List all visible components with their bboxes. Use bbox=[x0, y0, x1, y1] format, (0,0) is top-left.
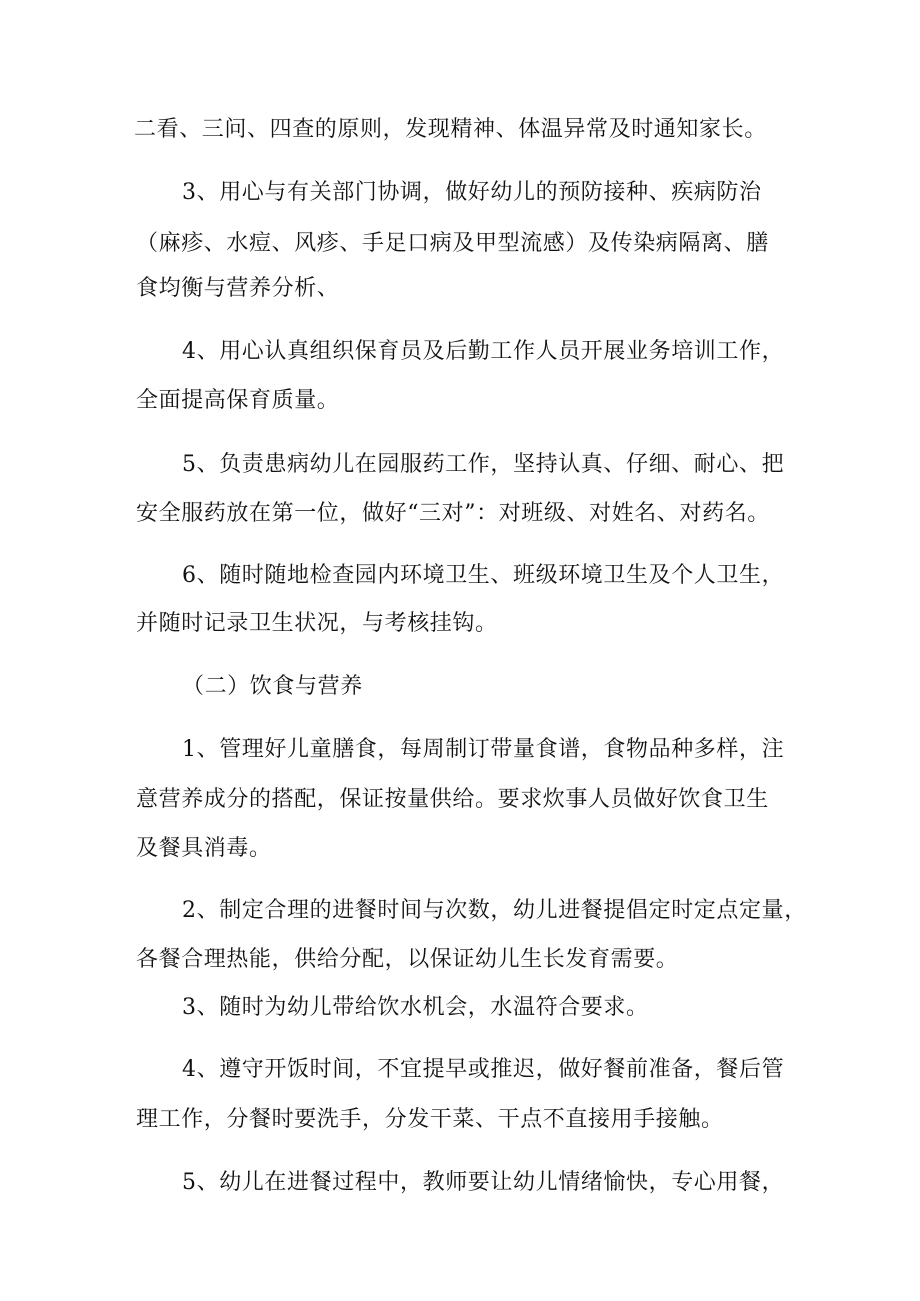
text-line: 1、管理好儿童膳食，每周制订带量食谱，食物品种多样，注 bbox=[182, 737, 785, 762]
text-line: 3、随时为幼儿带给饮水机会，水温符合要求。 bbox=[182, 995, 649, 1020]
section-heading: （二）饮食与营养 bbox=[182, 674, 363, 699]
text-line: 5、负责患病幼儿在园服药工作，坚持认真、仔细、耐心、把 bbox=[182, 452, 785, 477]
text-line: 各餐合理热能，供给分配，以保证幼儿生长发育需要。 bbox=[136, 947, 679, 972]
text-line: 3、用心与有关部门协调，做好幼儿的预防接种、疾病防治 bbox=[182, 180, 762, 205]
text-line: 4、遵守开饭时间，不宜提早或推迟，做好餐前准备，餐后管 bbox=[182, 1057, 785, 1082]
text-line: 全面提高保育质量。 bbox=[136, 388, 340, 413]
text-line: 6、随时随地检查园内环境卫生、班级环境卫生及个人卫生， bbox=[182, 563, 785, 588]
text-line: 理工作，分餐时要洗手，分发干菜、干点不直接用手接触。 bbox=[136, 1107, 724, 1132]
text-line: （麻疹、水痘、风疹、手足口病及甲型流感）及传染病隔离、膳 bbox=[136, 231, 769, 256]
text-line: 安全服药放在第一位，做好“三对”：对班级、对姓名、对药名。 bbox=[136, 501, 770, 526]
text-line: 食均衡与营养分析、 bbox=[136, 276, 340, 301]
text-line: 2、制定合理的进餐时间与次数，幼儿进餐提倡定时定点定量， bbox=[182, 898, 807, 923]
text-line: 5、幼儿在进餐过程中，教师要让幼儿情绪愉快，专心用餐， bbox=[182, 1170, 785, 1195]
text-line: 二看、三问、四查的原则，发现精神、体温异常及时通知家长。 bbox=[134, 117, 767, 142]
text-line: 意营养成分的搭配，保证按量供给。要求炊事人员做好饮食卫生 bbox=[136, 787, 769, 812]
text-line: 4、用心认真组织保育员及后勤工作人员开展业务培训工作， bbox=[182, 339, 785, 364]
text-line: 并随时记录卫生状况，与考核挂钩。 bbox=[136, 611, 498, 636]
text-line: 及餐具消毒。 bbox=[136, 836, 272, 861]
